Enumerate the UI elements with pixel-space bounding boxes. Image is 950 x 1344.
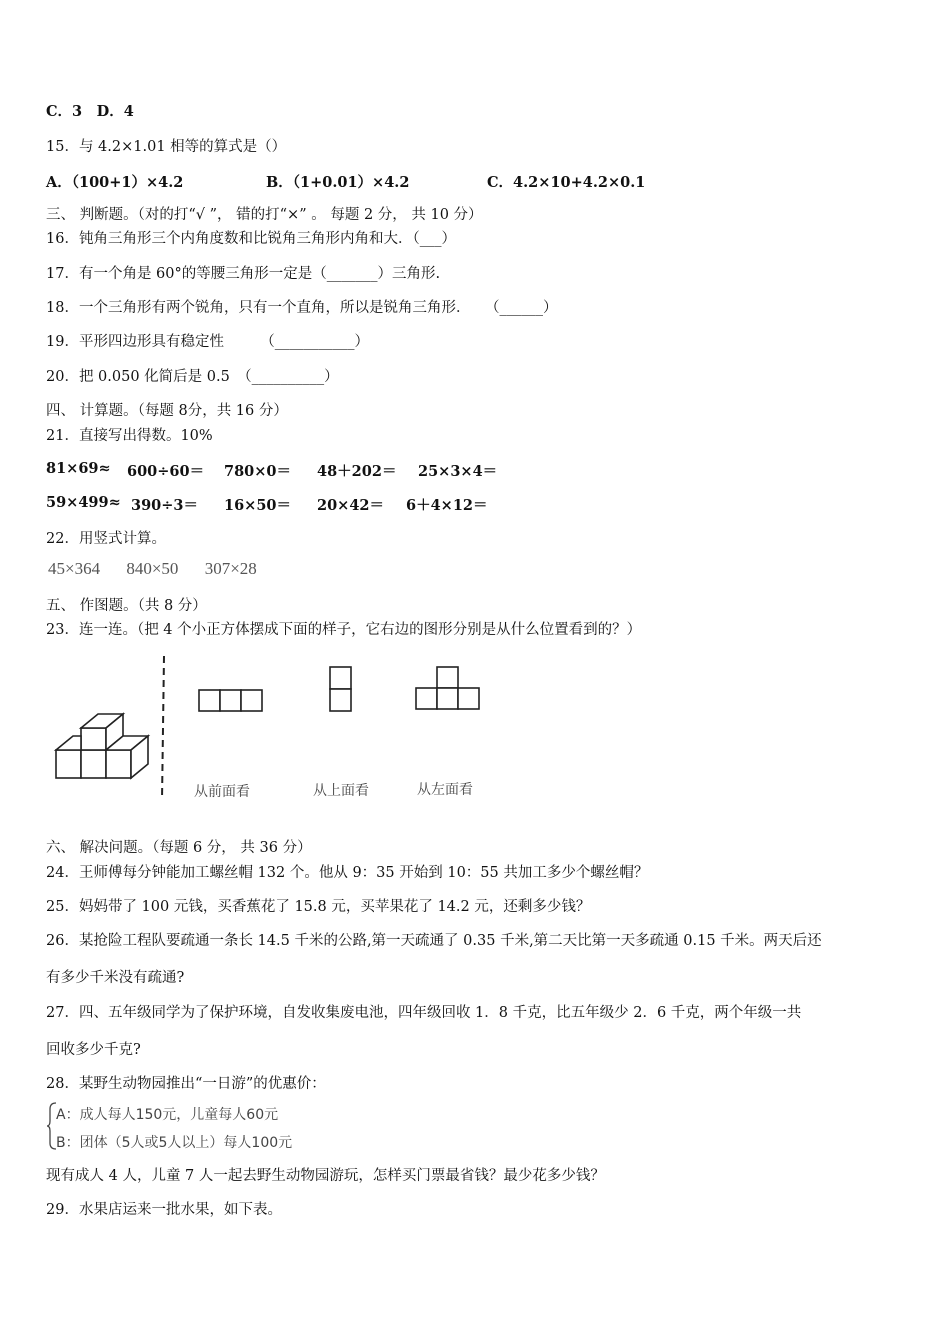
calc-item: 59×499≈ [46,494,121,511]
q23: 23．连一连。（把 4 个小正方体摆成下面的样子，它右边的图形分别是从什么位置看到的？） [46,622,642,638]
vertical-calc-list [48,559,279,579]
calc-item: 25×3×4＝ [418,463,498,480]
calc-row-1 [46,460,926,480]
q18: 18．一个三角形有两个锐角，只有一个直角，所以是锐角三角形． （______） [46,300,558,316]
calc-item: 390÷3＝ [131,497,199,514]
q16: 16．钝角三角形三个内角度数和比锐角三角形内角和大．（___） [46,231,456,247]
left-view-shape [416,667,479,709]
q19: 19．平形四边形具有稳定性 （___________） [46,334,369,350]
calc-item: 48＋202＝ [317,463,397,480]
calc-item: 81×69≈ [46,460,111,477]
q17: 17．有一个角是 60°的等腰三角形一定是（_______）三角形. [46,266,441,282]
q21: 21．直接写出得数。10% [46,428,213,444]
front-view-shape [199,690,262,711]
q26-line-1: 26．某抢险工程队要疏通一条长 14.5 千米的公路,第一天疏通了 0.35 千米,第二天比第一天多疏通 0.15 千米。两天后还 [46,933,822,949]
q15-option-b: B．（1+0.01）×4.2 [266,174,410,191]
q27-line-2: 回收多少千克? [46,1042,141,1058]
q26-line-2: 有多少千米没有疏通? [46,970,185,986]
cube-stack-drawing [56,714,148,778]
calc-item: 16×50＝ [224,497,292,514]
q28-option-a: A：成人每人150元，儿童每人60元 [56,1107,279,1123]
q15-stem: 15．与 4.2×1.01 相等的算式是（） [46,139,287,155]
q29: 29．水果店运来一批水果，如下表。 [46,1202,282,1218]
vertical-item: 307×28 [204,559,257,578]
calc-item: 600÷60＝ [127,463,205,480]
q15-option-c: C．4.2×10+4.2×0.1 [487,174,646,191]
calc-item: 780×0＝ [224,463,292,480]
calc-row-2 [46,494,926,514]
view-label-left: 从左面看 [417,782,473,798]
q22: 22．用竖式计算。 [46,531,166,547]
vertical-item: 840×50 [126,559,179,578]
section-4-heading: 四、 计算题。（每题 8分，共 16 分） [46,403,288,419]
section-5-heading: 五、 作图题。（共 8 分） [46,598,207,614]
dashed-divider [162,656,164,800]
calc-item: 6＋4×12＝ [406,497,488,514]
q24: 24．王师傅每分钟能加工螺丝帽 132 个。他从 9：35 开始到 10：55 共加工多少个螺丝帽？ [46,865,649,881]
view-label-front: 从前面看 [194,784,250,800]
section-3-heading: 三、 判断题。（对的打“√ ”， 错的打“×” 。 每题 2 分， 共 10 分） [46,207,483,223]
section-6-heading: 六、 解决问题。（每题 6 分， 共 36 分） [46,840,312,856]
view-label-top: 从上面看 [313,783,369,799]
top-view-shape [330,667,351,711]
q27-line-1: 27．四、五年级同学为了保护环境，自发收集废电池，四年级回收 1．8 千克，比五年级少 2．6 千克，两个年级一共 [46,1005,802,1021]
q28: 28．某野生动物园推出“一日游”的优惠价： [46,1076,326,1092]
q14-options: C．3 D．4 [46,103,134,120]
q28-option-b: B：团体（5人或5人以上）每人100元 [56,1135,293,1151]
calc-item: 20×42＝ [317,497,385,514]
q25: 25．妈妈带了 100 元钱，买香蕉花了 15.8 元，买苹果花了 14.2 元，还剩多少钱？ [46,899,591,915]
vertical-item: 45×364 [48,559,101,578]
q20: 20．把 0.050 化简后是 0.5 （__________） [46,369,339,385]
q15-option-a: A．（100+1）×4.2 [46,174,184,191]
q28-question: 现有成人 4 人，儿童 7 人一起去野生动物园游玩，怎样买门票最省钱？最少花多少钱？ [46,1168,605,1184]
